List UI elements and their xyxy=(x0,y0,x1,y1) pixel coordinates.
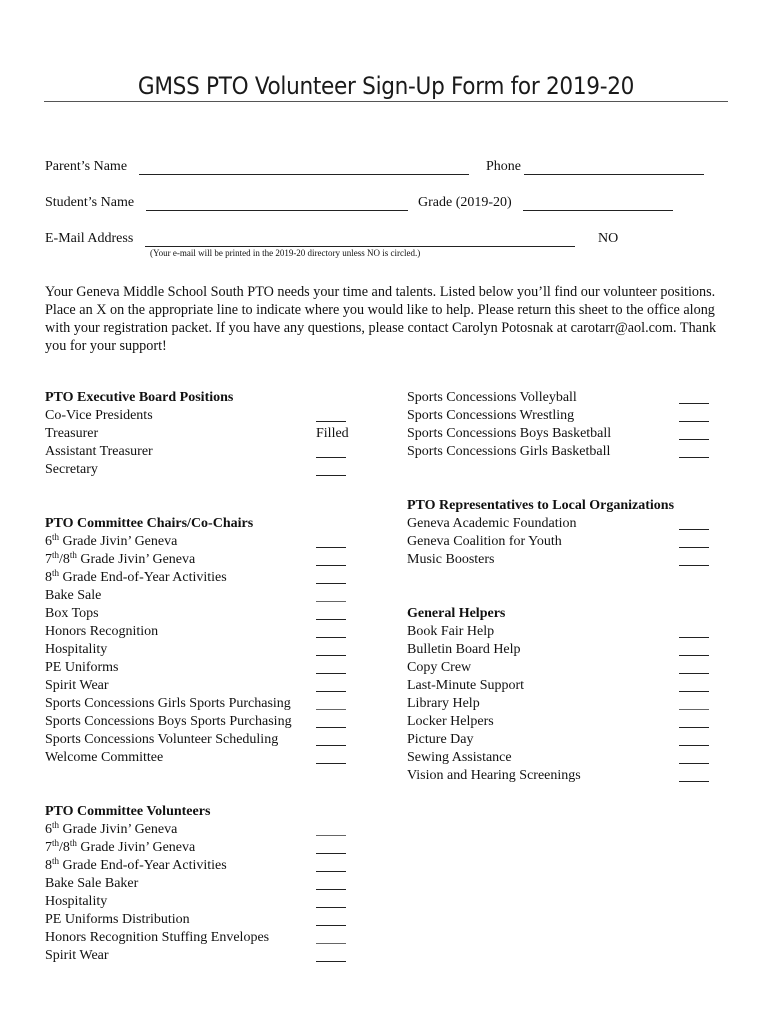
exec-board-item-row xyxy=(45,407,365,425)
exec-board-item-row xyxy=(45,443,365,461)
general-helper-item-signup-line[interactable] xyxy=(679,637,709,638)
general-helper-item-row xyxy=(407,659,727,677)
committee-chair-item-signup-line[interactable] xyxy=(316,727,346,728)
committee-volunteer-item-row xyxy=(45,893,365,911)
parent-name-label: Parent’s Name xyxy=(45,159,128,174)
exec-board-item-label: Co-Vice Presidents xyxy=(45,408,153,423)
exec-board-item-label: Secretary xyxy=(45,462,98,477)
exec-board-item-status: Filled xyxy=(316,426,349,441)
committee-chair-item-signup-line[interactable] xyxy=(316,619,346,620)
general-helper-item-row xyxy=(407,623,727,641)
committee-volunteer-item-label: Bake Sale Baker xyxy=(45,876,139,891)
committee-chair-item-signup-line[interactable] xyxy=(316,691,346,692)
committee-chair-item-row xyxy=(45,731,365,749)
general-helper-item-row xyxy=(407,767,727,785)
exec-board-list xyxy=(45,407,365,479)
exec-board-item-signup-line[interactable] xyxy=(316,475,346,476)
exec-board-item-signup-line[interactable] xyxy=(316,457,346,458)
general-helper-item-label: Bulletin Board Help xyxy=(407,642,521,657)
committee-chair-item-label: Bake Sale xyxy=(45,588,102,603)
general-helper-item-row xyxy=(407,749,727,767)
sports-concession-item-label: Sports Concessions Boys Basketball xyxy=(407,426,612,441)
general-helper-item-label: Locker Helpers xyxy=(407,714,494,729)
committee-volunteer-item-row xyxy=(45,929,365,947)
general-helper-item-row xyxy=(407,731,727,749)
sports-concession-item-row xyxy=(407,425,727,443)
committee-chair-item-label: Sports Concessions Boys Sports Purchasing xyxy=(45,714,292,729)
general-helper-item-signup-line[interactable] xyxy=(679,763,709,764)
committee-chair-item-row xyxy=(45,533,365,551)
committee-chair-item-signup-line[interactable] xyxy=(316,547,346,548)
committee-chair-item-signup-line[interactable] xyxy=(316,745,346,746)
local-org-item-label: Music Boosters xyxy=(407,552,495,567)
general-helpers-list xyxy=(407,623,727,785)
sports-concessions-list xyxy=(407,389,727,461)
local-org-item-row xyxy=(407,533,727,551)
general-helper-item-row xyxy=(407,695,727,713)
student-name-field[interactable] xyxy=(146,197,408,211)
general-helper-item-label: Library Help xyxy=(407,696,480,711)
committee-chair-item-label: PE Uniforms xyxy=(45,660,119,675)
committee-chair-item-label: Honors Recognition xyxy=(45,624,159,639)
committee-volunteer-item-row xyxy=(45,857,365,875)
sports-concession-item-signup-line[interactable] xyxy=(679,439,709,440)
sports-concession-item-label: Sports Concessions Wrestling xyxy=(407,408,575,423)
committee-chair-item-row xyxy=(45,641,365,659)
general-helper-item-row xyxy=(407,713,727,731)
committee-volunteer-item-signup-line[interactable] xyxy=(316,943,346,944)
committee-chair-item-signup-line[interactable] xyxy=(316,637,346,638)
committee-chair-item-row xyxy=(45,623,365,641)
committee-volunteer-item-row xyxy=(45,821,365,839)
general-helper-item-label: Vision and Hearing Screenings xyxy=(407,768,581,783)
committee-volunteer-item-signup-line[interactable] xyxy=(316,871,346,872)
general-helper-item-label: Copy Crew xyxy=(407,660,472,675)
committee-chair-item-label: Spirit Wear xyxy=(45,678,109,693)
committee-volunteer-item-label: 8th Grade End-of-Year Activities xyxy=(45,856,227,873)
form-title: GMSS PTO Volunteer Sign-Up Form for 2019-20 xyxy=(137,72,635,100)
committee-volunteer-item-label: Honors Recognition Stuffing Envelopes xyxy=(45,930,270,945)
committee-volunteer-item-row xyxy=(45,839,365,857)
right-column xyxy=(407,389,727,785)
local-org-item-signup-line[interactable] xyxy=(679,565,709,566)
local-orgs-heading: PTO Representatives to Local Organizations xyxy=(407,498,675,513)
grade-label: Grade (2019-20) xyxy=(418,195,512,210)
general-helper-item-signup-line[interactable] xyxy=(679,727,709,728)
general-helper-item-signup-line[interactable] xyxy=(679,673,709,674)
committee-volunteer-item-label: 6th Grade Jivin’ Geneva xyxy=(45,820,178,837)
committee-chair-item-label: 8th Grade End-of-Year Activities xyxy=(45,568,227,585)
local-org-item-signup-line[interactable] xyxy=(679,529,709,530)
committee-chair-item-row xyxy=(45,569,365,587)
grade-field[interactable] xyxy=(523,197,673,211)
email-note: (Your e-mail will be printed in the 2019-20 directory unless NO is circled.) xyxy=(150,248,421,258)
committee-chair-item-label: Box Tops xyxy=(45,606,99,621)
committee-chair-item-label: 7th/8th Grade Jivin’ Geneva xyxy=(45,550,196,567)
email-field[interactable] xyxy=(145,233,575,247)
committee-chair-item-row xyxy=(45,659,365,677)
email-no-option[interactable]: NO xyxy=(598,231,619,246)
general-helper-item-label: Sewing Assistance xyxy=(407,750,512,765)
committee-chairs-list xyxy=(45,533,365,767)
committee-chair-item-row xyxy=(45,587,365,605)
local-org-item-signup-line[interactable] xyxy=(679,547,709,548)
committee-chair-item-row xyxy=(45,551,365,569)
committee-chair-item-label: Sports Concessions Volunteer Scheduling xyxy=(45,732,279,747)
general-helper-item-row xyxy=(407,677,727,695)
committee-chair-item-signup-line[interactable] xyxy=(316,655,346,656)
exec-board-item-row xyxy=(45,425,365,443)
committee-chair-item-signup-line[interactable] xyxy=(316,763,346,764)
general-helper-item-label: Last-Minute Support xyxy=(407,678,525,693)
intro-paragraph: Your Geneva Middle School South PTO needs your time and talents. Listed below you’ll find our volunteer positions. Place an X on the appropriate line to indicate where you would like to help. Please return this sheet to the office along with your registration packet. If you have any questions, please contact Carolyn Potosnak at carotarr@aol.com. Thank you for your support! xyxy=(45,284,717,354)
committee-volunteer-item-row xyxy=(45,947,365,965)
committee-chairs-heading: PTO Committee Chairs/Co-Chairs xyxy=(45,516,254,531)
committee-volunteer-item-label: Hospitality xyxy=(45,894,108,909)
committee-volunteer-item-label: PE Uniforms Distribution xyxy=(45,912,190,927)
general-helper-item-label: Book Fair Help xyxy=(407,624,495,639)
committee-volunteer-item-row xyxy=(45,875,365,893)
committee-volunteers-list xyxy=(45,821,365,965)
general-helper-item-label: Picture Day xyxy=(407,732,474,747)
committee-volunteer-item-label: 7th/8th Grade Jivin’ Geneva xyxy=(45,838,196,855)
sports-concession-item-row xyxy=(407,407,727,425)
exec-board-heading: PTO Executive Board Positions xyxy=(45,390,234,405)
exec-board-item-label: Assistant Treasurer xyxy=(45,444,153,459)
committee-chair-item-row xyxy=(45,695,365,713)
committee-chair-item-signup-line[interactable] xyxy=(316,601,346,602)
committee-volunteer-item-signup-line[interactable] xyxy=(316,961,346,962)
sports-concession-item-row xyxy=(407,443,727,461)
exec-board-item-label: Treasurer xyxy=(45,426,99,441)
local-org-item-row xyxy=(407,515,727,533)
committee-chair-item-signup-line[interactable] xyxy=(316,673,346,674)
sports-concession-item-label: Sports Concessions Girls Basketball xyxy=(407,444,611,459)
committee-chair-item-row xyxy=(45,677,365,695)
local-org-item-row xyxy=(407,551,727,569)
committee-chair-item-label: 6th Grade Jivin’ Geneva xyxy=(45,532,178,549)
parent-name-field[interactable] xyxy=(139,161,469,175)
committee-volunteers-heading: PTO Committee Volunteers xyxy=(45,804,211,819)
sports-concession-item-row xyxy=(407,389,727,407)
phone-field[interactable] xyxy=(524,161,704,175)
local-org-item-label: Geneva Coalition for Youth xyxy=(407,534,562,549)
left-column xyxy=(45,389,365,965)
general-helper-item-row xyxy=(407,641,727,659)
committee-volunteer-item-signup-line[interactable] xyxy=(316,853,346,854)
committee-chair-item-signup-line[interactable] xyxy=(316,565,346,566)
general-helper-item-signup-line[interactable] xyxy=(679,691,709,692)
committee-chair-item-row xyxy=(45,749,365,767)
committee-volunteer-item-signup-line[interactable] xyxy=(316,835,346,836)
committee-volunteer-item-row xyxy=(45,911,365,929)
general-helpers-heading: General Helpers xyxy=(407,606,506,621)
committee-chair-item-row xyxy=(45,713,365,731)
student-name-label: Student’s Name xyxy=(45,195,135,210)
general-helper-item-signup-line[interactable] xyxy=(679,709,709,710)
phone-label: Phone xyxy=(486,159,521,174)
sports-concession-item-signup-line[interactable] xyxy=(679,457,709,458)
committee-chair-item-signup-line[interactable] xyxy=(316,583,346,584)
sports-concession-item-label: Sports Concessions Volleyball xyxy=(407,390,577,405)
committee-chair-item-row xyxy=(45,605,365,623)
committee-volunteer-item-signup-line[interactable] xyxy=(316,889,346,890)
email-label: E-Mail Address xyxy=(45,231,134,246)
general-helper-item-signup-line[interactable] xyxy=(679,745,709,746)
local-org-item-label: Geneva Academic Foundation xyxy=(407,516,577,531)
committee-chair-item-label: Hospitality xyxy=(45,642,108,657)
committee-volunteer-item-label: Spirit Wear xyxy=(45,948,109,963)
exec-board-item-row xyxy=(45,461,365,479)
committee-chair-item-signup-line[interactable] xyxy=(316,709,346,710)
general-helper-item-signup-line[interactable] xyxy=(679,655,709,656)
sports-concession-item-signup-line[interactable] xyxy=(679,421,709,422)
local-orgs-list xyxy=(407,515,727,569)
committee-volunteer-item-signup-line[interactable] xyxy=(316,907,346,908)
exec-board-item-signup-line[interactable] xyxy=(316,421,346,422)
committee-chair-item-label: Welcome Committee xyxy=(45,750,164,765)
committee-volunteer-item-signup-line[interactable] xyxy=(316,925,346,926)
title-rule xyxy=(44,101,728,102)
general-helper-item-signup-line[interactable] xyxy=(679,781,709,782)
sports-concession-item-signup-line[interactable] xyxy=(679,403,709,404)
committee-chair-item-label: Sports Concessions Girls Sports Purchasing xyxy=(45,696,291,711)
